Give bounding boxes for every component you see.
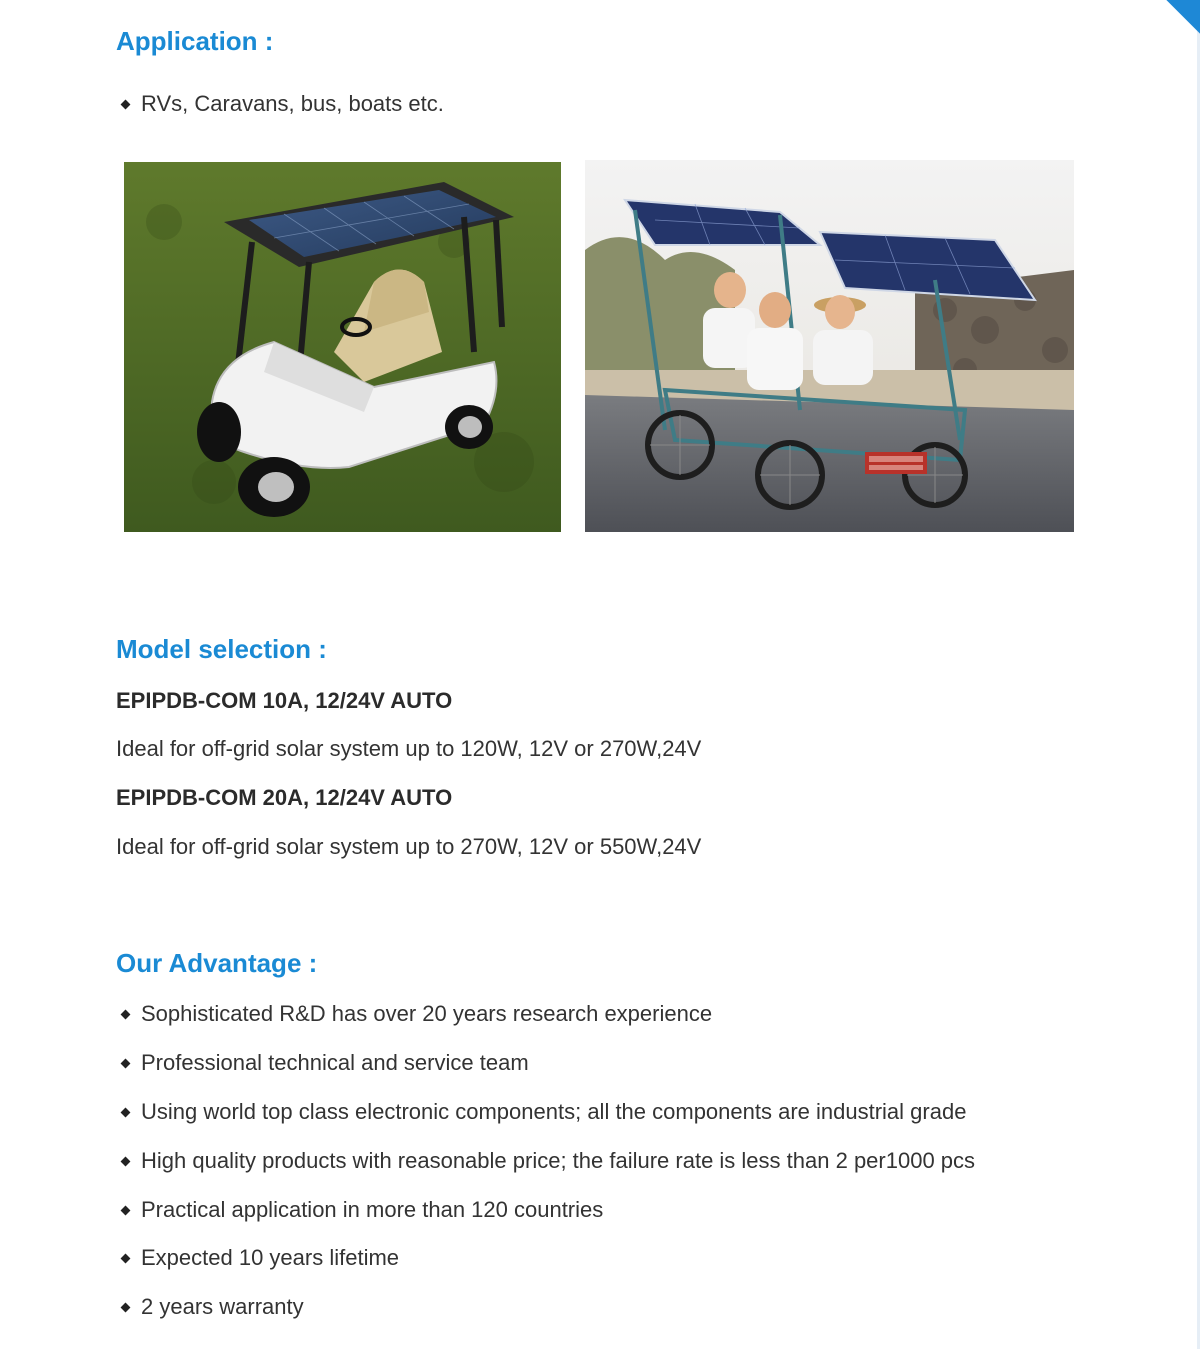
bullet-diamond-icon [121,1107,131,1117]
bullet-diamond-icon [121,1205,131,1215]
golf-cart-image [124,162,561,532]
advantage-bullet [118,1050,529,1076]
model-description: Ideal for off-grid solar system up to 270W, 12V or 550W,24V [116,834,702,859]
advantage-bullet [118,1148,975,1174]
advantage-bullet-text: High quality products with reasonable price; the failure rate is less than 2 per1000 pcs [141,1148,976,1173]
advantage-bullet-text: Expected 10 years lifetime [141,1245,400,1270]
model-name: EPIPDB-COM 20A, 12/24V AUTO [116,785,453,810]
solar-vehicle-image [585,160,1074,532]
model-name: EPIPDB-COM 10A, 12/24V AUTO [116,688,453,713]
advantage-bullet [118,1197,603,1223]
advantage-bullet [118,1099,966,1125]
advantage-bullet-text: Practical application in more than 120 countries [141,1197,604,1222]
bullet-diamond-icon [121,1058,131,1068]
bullet-diamond-icon [121,1253,131,1263]
application-title: Application : [116,26,274,56]
advantage-bullet-text: Using world top class electronic components; all the components are industrial grade [141,1099,967,1124]
model-description: Ideal for off-grid solar system up to 120W, 12V or 270W,24V [116,736,702,761]
model-selection-title: Model selection : [116,634,327,664]
advantage-bullet-text: 2 years warranty [141,1294,304,1319]
bullet-diamond-icon [121,1302,131,1312]
application-bullet [118,91,444,117]
advantage-title: Our Advantage : [116,948,318,978]
bullet-diamond-icon [121,1009,131,1019]
bullet-diamond-icon [121,1156,131,1166]
advantage-bullet [118,1245,399,1271]
advantage-bullet [118,1001,712,1027]
advantage-bullet [118,1294,304,1320]
bullet-diamond-icon [121,99,131,109]
corner-accent [1160,0,1200,34]
application-bullet-text: RVs, Caravans, bus, boats etc. [141,91,444,116]
advantage-bullet-text: Sophisticated R&D has over 20 years research experience [141,1001,713,1026]
advantage-bullet-text: Professional technical and service team [141,1050,529,1075]
